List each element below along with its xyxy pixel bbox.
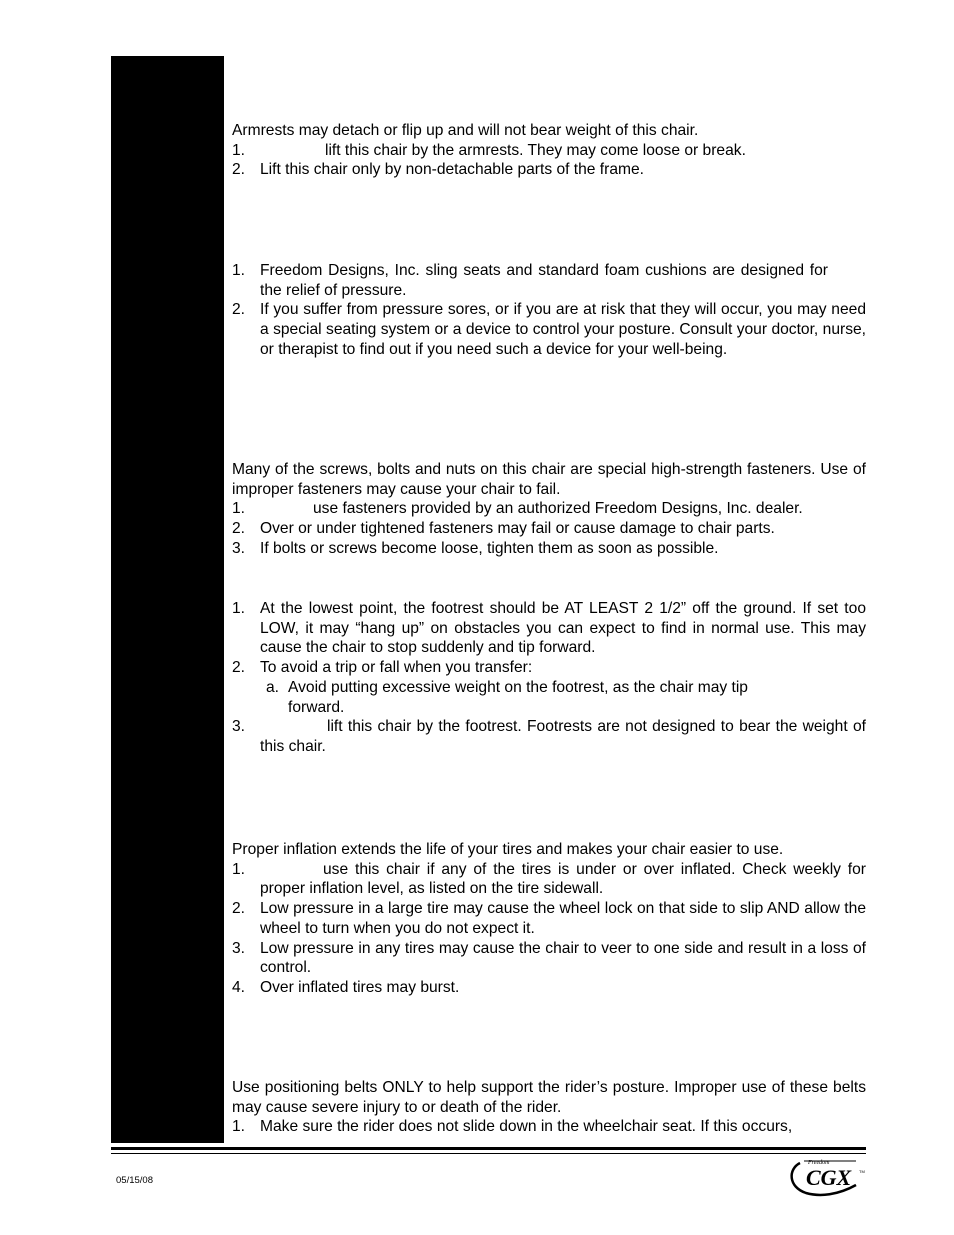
cgx-logo <box>786 1155 870 1199</box>
item-number: 2. <box>232 900 246 918</box>
list-item <box>232 978 866 998</box>
list-item <box>232 1117 866 1137</box>
tires-section <box>232 840 866 998</box>
item-text: Low pressure in any tires may cause the chair to veer to one side and result in a loss of control. <box>260 939 866 977</box>
item-text: Lift this chair only by non-detachable parts of the frame. <box>260 161 644 179</box>
sub-list-item <box>232 678 866 717</box>
item-text: Over inflated tires may burst. <box>260 978 460 996</box>
item-text: lift this chair by the armrests. They may come loose or break. <box>325 141 746 159</box>
item-number: 1. <box>232 141 246 159</box>
list-item <box>232 599 866 658</box>
list-item <box>232 899 866 938</box>
footrest-section <box>232 599 866 757</box>
revision-date: 05/15/08 <box>116 1175 153 1186</box>
item-number: 3. <box>232 539 246 557</box>
list-item <box>232 160 866 180</box>
item-number: 3. <box>232 718 246 736</box>
list-item <box>232 939 866 978</box>
belts-section <box>232 1078 866 1137</box>
sub-item-letter: a. <box>266 678 280 696</box>
item-text: Freedom Designs, Inc. sling seats and standard foam cushions are designed for the relief of pressure. <box>260 262 828 299</box>
item-text: To avoid a trip or fall when you transfer: <box>260 659 533 677</box>
item-number: 1. <box>232 500 246 518</box>
item-text: use fasteners provided by an authorized Freedom Designs, Inc. dealer. <box>313 500 803 518</box>
footer-rule-thin <box>111 1153 866 1154</box>
seating-section <box>232 261 866 360</box>
list-item <box>232 539 866 559</box>
item-number: 4. <box>232 978 246 996</box>
item-number: 1. <box>232 1118 246 1136</box>
item-number: 1. <box>232 600 246 617</box>
fasteners-intro: Many of the screws, bolts and nuts on this chair are special high-strength fasteners. Use of improper fasteners may cause your chair to fail. <box>232 461 866 498</box>
footer-rule-thick <box>111 1147 866 1150</box>
list-item <box>232 860 866 899</box>
item-text: Low pressure in a large tire may cause the wheel lock on that side to slip AND allow the wheel to turn when you do not expect it. <box>260 900 866 937</box>
item-text: At the lowest point, the footrest should be AT LEAST 2 1/2” off the ground. If set too LOW, it may “hang up” on obstacles you can expect to find in normal use. This may cause the chair to stop suddenly and tip forward. <box>260 600 866 657</box>
item-text: If bolts or screws become loose, tighten them as soon as possible. <box>260 539 719 557</box>
item-number: 2. <box>232 301 246 319</box>
item-number: 3. <box>232 939 246 957</box>
list-item <box>232 300 866 359</box>
item-text: If you suffer from pressure sores, or if you are at risk that they will occur, you may need a special seating system or a device to control your posture. Consult your doctor, nurse, or therapist to find out if you need such a device for your well-being. <box>260 301 866 358</box>
fasteners-section <box>232 460 866 559</box>
tires-intro: Proper inflation extends the life of your tires and makes your chair easier to use. <box>232 841 784 858</box>
svg-text:TM: TM <box>859 1169 865 1174</box>
item-text: Over or under tightened fasteners may fail or cause damage to chair parts. <box>260 520 775 538</box>
belts-intro: Use positioning belts ONLY to help support the rider’s posture. Improper use of these belts may cause severe injury to or death of the rider. <box>232 1079 866 1116</box>
black-sidebar-bar <box>111 56 224 1143</box>
item-number: 2. <box>232 520 246 538</box>
logo-brand-text: Freedom <box>808 1160 830 1166</box>
list-item <box>232 261 866 300</box>
list-item <box>232 717 866 756</box>
list-item <box>232 658 866 678</box>
list-item <box>232 141 866 161</box>
item-text: lift this chair by the footrest. Footrests are not designed to bear the weight of this chair. <box>260 718 866 755</box>
armrests-intro: Armrests may detach or flip up and will not bear weight of this chair. <box>232 122 699 139</box>
list-item <box>232 519 866 539</box>
item-number: 2. <box>232 161 246 179</box>
item-text: Make sure the rider does not slide down in the wheelchair seat. If this occurs, <box>260 1118 793 1136</box>
armrests-section <box>232 121 866 180</box>
list-item <box>232 499 866 519</box>
item-number: 1. <box>232 262 246 279</box>
item-number: 2. <box>232 659 246 677</box>
sub-item-text: Avoid putting excessive weight on the footrest, as the chair may tip forward. <box>288 678 748 716</box>
item-text: use this chair if any of the tires is under or over inflated. Check weekly for proper inflation level, as listed on the tire sidewall. <box>260 860 866 898</box>
item-number: 1. <box>232 860 246 878</box>
logo-text: CGX <box>806 1165 852 1190</box>
